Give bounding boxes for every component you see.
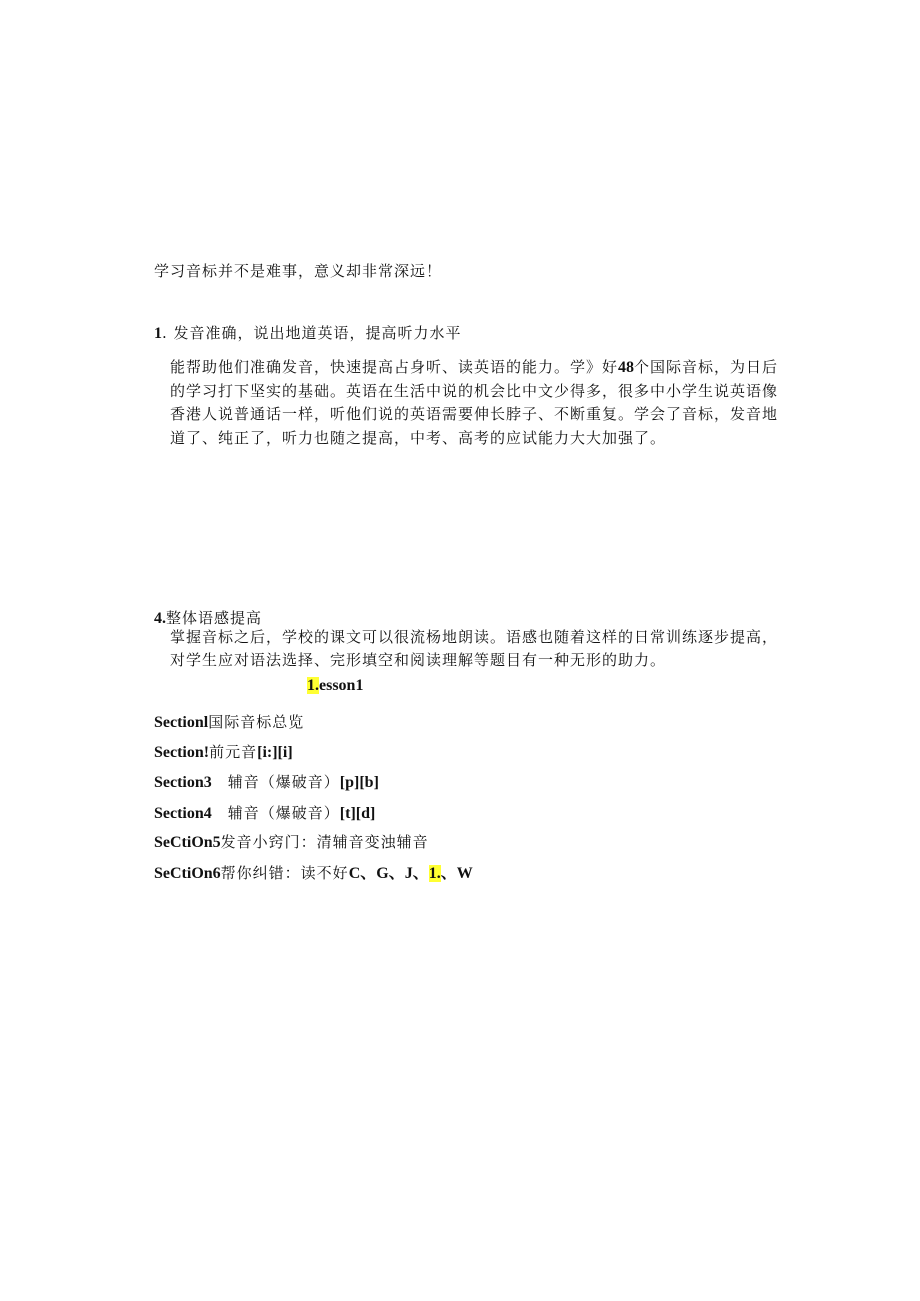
toc-item — [154, 711, 304, 732]
section-desc: 国际音标总览 — [208, 713, 305, 731]
section-code: Section! — [154, 744, 210, 761]
toc-item — [154, 831, 429, 852]
section-code: Sectionl — [154, 714, 209, 731]
paragraph-line: 香港人说普通话一样，听他们说的英语需要伸长脖子、不断重复。学会了音标，发音地 — [170, 405, 779, 423]
lesson-title: esson1 — [319, 677, 364, 694]
line-text: 能帮助他们准确发音，快速提高占身听、读英语的能力。学》好 — [170, 358, 619, 376]
phonetic-symbols: [p][b] — [339, 774, 379, 791]
section-number: 1 — [154, 325, 162, 342]
lesson-heading — [307, 677, 363, 695]
section-code: Section3 — [154, 774, 212, 791]
section-code: SeCtiOn5 — [154, 834, 221, 851]
paragraph-line — [170, 356, 778, 380]
toc-item — [154, 860, 473, 883]
letter-list: C、G、J、 — [348, 865, 429, 882]
section-title: 整体语感提高 — [166, 609, 263, 627]
phonetic-symbols: [i:][i] — [257, 744, 293, 761]
section-desc: 帮你纠错：读不好 — [220, 864, 349, 882]
section-desc: 发音小窍门：清辅音变浊辅音 — [220, 833, 429, 851]
section-number: 4. — [154, 610, 166, 627]
toc-item — [154, 741, 293, 762]
phonetic-symbols: [t][d] — [339, 805, 376, 822]
paragraph-line: 对学生应对语法选择、完形填空和阅读理解等题目有一种无形的助力。 — [170, 651, 667, 669]
section-desc: 前元音 — [209, 743, 258, 761]
toc-item — [154, 771, 379, 792]
section-heading-4 — [154, 607, 262, 628]
section-heading-1 — [154, 322, 462, 343]
intro-line: 学习音标并不是难事，意义却非常深远！ — [154, 262, 443, 280]
section-code: SeCtiOn6 — [154, 865, 221, 882]
section-paragraph-1 — [170, 356, 778, 450]
paragraph-line: 道了、纯正了，听力也随之提高，中考、高考的应试能力大大加强了。 — [170, 428, 667, 447]
highlight-mark: 1. — [307, 677, 319, 694]
paragraph-line: 的学习打下坚实的基础。英语在生活中说的机会比中文少得多，很多中小学生说英语像 — [170, 381, 779, 400]
number-48: 48 — [618, 359, 635, 376]
section-paragraph-4 — [170, 626, 778, 672]
letter-list-tail: 、W — [440, 865, 473, 882]
highlight-mark: 1. — [428, 865, 441, 882]
toc-item — [154, 802, 375, 823]
section-desc: 辅音（爆破音） — [227, 773, 340, 791]
section-desc: 辅音（爆破音） — [227, 804, 340, 822]
line-text: 个国际音标，为日后 — [634, 358, 779, 376]
section-title: . 发音准确，说出地道英语，提高听力水平 — [162, 324, 462, 342]
section-code: Section4 — [154, 805, 212, 822]
paragraph-line: 掌握音标之后，学校的课文可以很流杨地朗读。语感也随着这样的日常训练逐步提高， — [170, 628, 779, 646]
